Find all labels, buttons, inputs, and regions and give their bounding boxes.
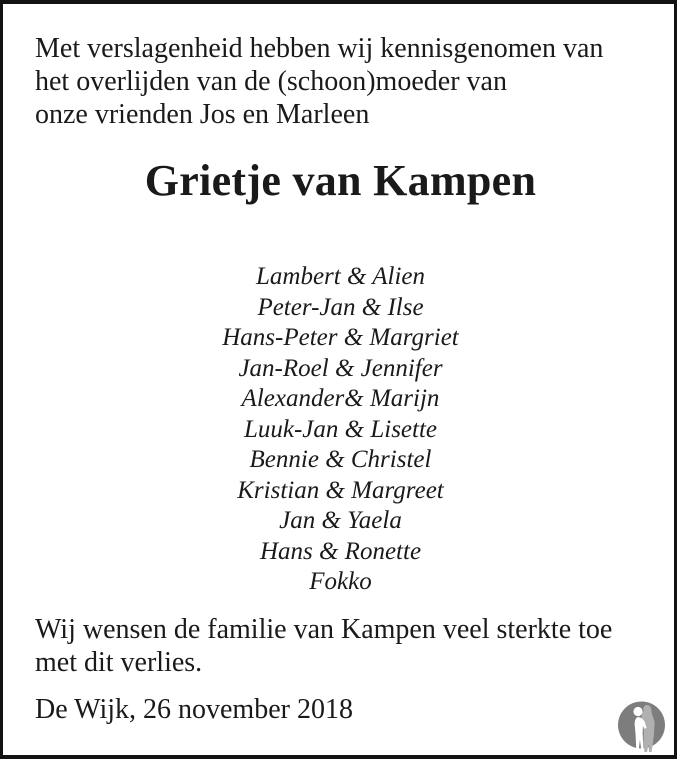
condolence-line-1: Wij wensen de familie van Kampen veel sterkte toe (35, 613, 613, 645)
deceased-name: Grietje van Kampen (144, 156, 537, 205)
condolence-paragraph (35, 613, 646, 679)
family-name-item: Jan & Yaela (279, 507, 402, 534)
intro-paragraph (35, 32, 646, 131)
family-name-item: Kristian & Margreet (237, 476, 444, 504)
embracing-figures-icon (618, 699, 666, 755)
family-names-list (35, 262, 646, 598)
intro-line-1: Met verslagenheid hebben wij kennisgenomen van (35, 33, 604, 64)
place-date: De Wijk, 26 november 2018 (35, 693, 353, 725)
intro-line-2: het overlijden van de (schoon)moeder van (35, 66, 507, 97)
family-name-item: Peter-Jan & Ilse (257, 293, 424, 321)
family-name-item: Luuk-Jan & Lisette (243, 415, 438, 443)
family-name-item: Bennie & Christel (249, 446, 432, 473)
condolence-line-2: met dit verlies. (35, 646, 203, 678)
family-name-item: Hans-Peter & Margriet (222, 324, 459, 351)
intro-line-3: onze vrienden Jos en Marleen (35, 99, 370, 130)
memorial-logo (618, 699, 666, 755)
family-name-item: Hans & Ronette (259, 537, 422, 565)
family-name-item: Alexander& Marijn (241, 385, 440, 412)
family-name-item: Lambert & Alien (256, 263, 425, 290)
family-name-item: Fokko (309, 568, 372, 595)
family-name-item: Jan-Roel & Jennifer (238, 354, 443, 382)
